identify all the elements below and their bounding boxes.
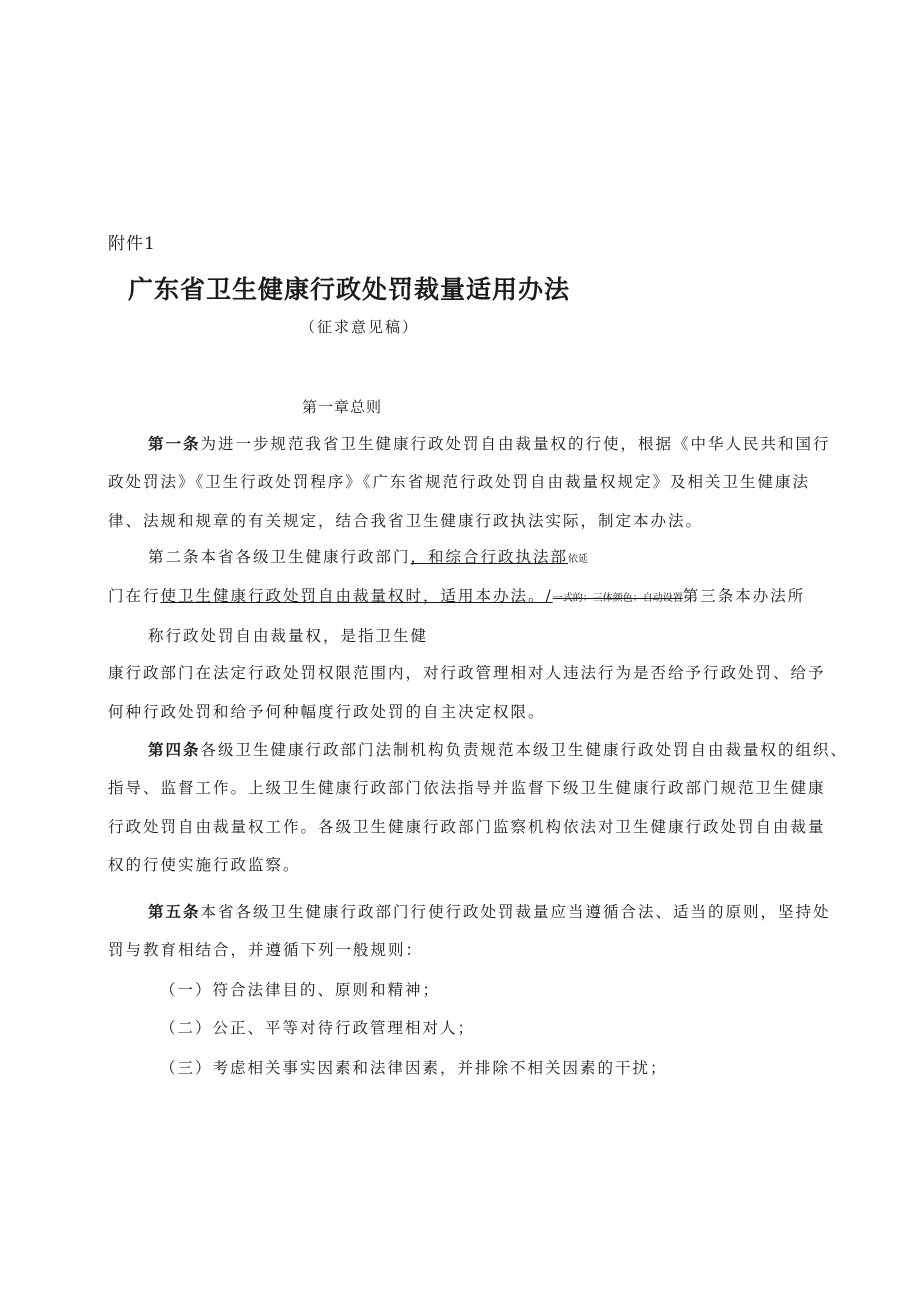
article4-label: 第四条 bbox=[148, 740, 201, 759]
attachment-label: 附件1 bbox=[108, 234, 156, 254]
list-item: （二）公正、平等对待行政管理相对人； bbox=[160, 1019, 476, 1037]
article4-line4: 权的行使实施行政监察。 bbox=[108, 856, 301, 874]
article4-line3: 行政处罚自由裁量权工作。各级卫生健康行政部门监察机构依法对卫生健康行政处罚自由裁量 bbox=[108, 818, 826, 836]
list-item: （一）符合法律目的、原则和精神； bbox=[160, 981, 441, 999]
article2-text-c: 门在行 bbox=[108, 587, 161, 605]
article3-line3: 何种行政处罚和给予何种幅度行政处罚的自主决定权限。 bbox=[108, 703, 546, 721]
article2-line1 bbox=[148, 545, 588, 567]
article4-line1 bbox=[148, 738, 848, 760]
article4-text: 各级卫生健康行政部门法制机构负责规范本级卫生健康行政处罚自由裁量权的组织、 bbox=[200, 741, 849, 759]
format-note: 一式的：三体颜色：自动设置 bbox=[552, 593, 683, 604]
revision-note: 依延 bbox=[568, 554, 589, 565]
document-subtitle: （征求意见稿） bbox=[300, 318, 420, 336]
article2-line2 bbox=[108, 584, 805, 606]
article1-line1 bbox=[148, 432, 831, 454]
article1-line2: 政处罚法》《卫生行政处罚程序》《广东省规范行政处罚自由裁量权规定》及相关卫生健康法 bbox=[108, 473, 811, 491]
document-title: 广东省卫生健康行政处罚裁量适用办法 bbox=[128, 275, 571, 304]
article1-label: 第一条 bbox=[148, 434, 201, 453]
article4-line2: 指导、监督工作。上级卫生健康行政部门依法指导并监督下级卫生健康行政部门规范卫生健康 bbox=[108, 779, 826, 797]
list-item: （三）考虑相关事实因素和法律因素，并排除不相关因素的干扰； bbox=[160, 1059, 668, 1077]
article5-label: 第五条 bbox=[148, 902, 201, 921]
article1-line3: 律、法规和规章的有关规定，结合我省卫生健康行政执法实际，制定本办法。 bbox=[108, 512, 704, 530]
article1-text: 为进一步规范我省卫生健康行政处罚自由裁量权的行使，根据《中华人民共和国行 bbox=[200, 435, 831, 453]
article2-text-d: 使卫生健康行政处罚自由裁量权时，适用本办法。/ bbox=[160, 587, 553, 605]
article5-line1 bbox=[148, 900, 831, 922]
article3-start: 第三条本办法所 bbox=[682, 587, 806, 605]
article5-line2: 罚与教育相结合，并遵循下列一般规则： bbox=[108, 941, 424, 959]
article2-text-a: 第二条本省各级卫生健康行政部门 bbox=[148, 548, 411, 566]
chapter-heading: 第一章总则 bbox=[302, 398, 383, 416]
article2-text-b: ，和综合行政执法部 bbox=[410, 548, 569, 566]
article5-text: 本省各级卫生健康行政部门行使行政处罚裁量应当遵循合法、适当的原则，坚持处 bbox=[200, 903, 831, 921]
article3-line1: 称行政处罚自由裁量权，是指卫生健 bbox=[148, 627, 429, 645]
article3-line2: 康行政部门在法定行政处罚权限范围内，对行政管理相对人违法行为是否给予行政处罚、给予 bbox=[108, 664, 826, 682]
